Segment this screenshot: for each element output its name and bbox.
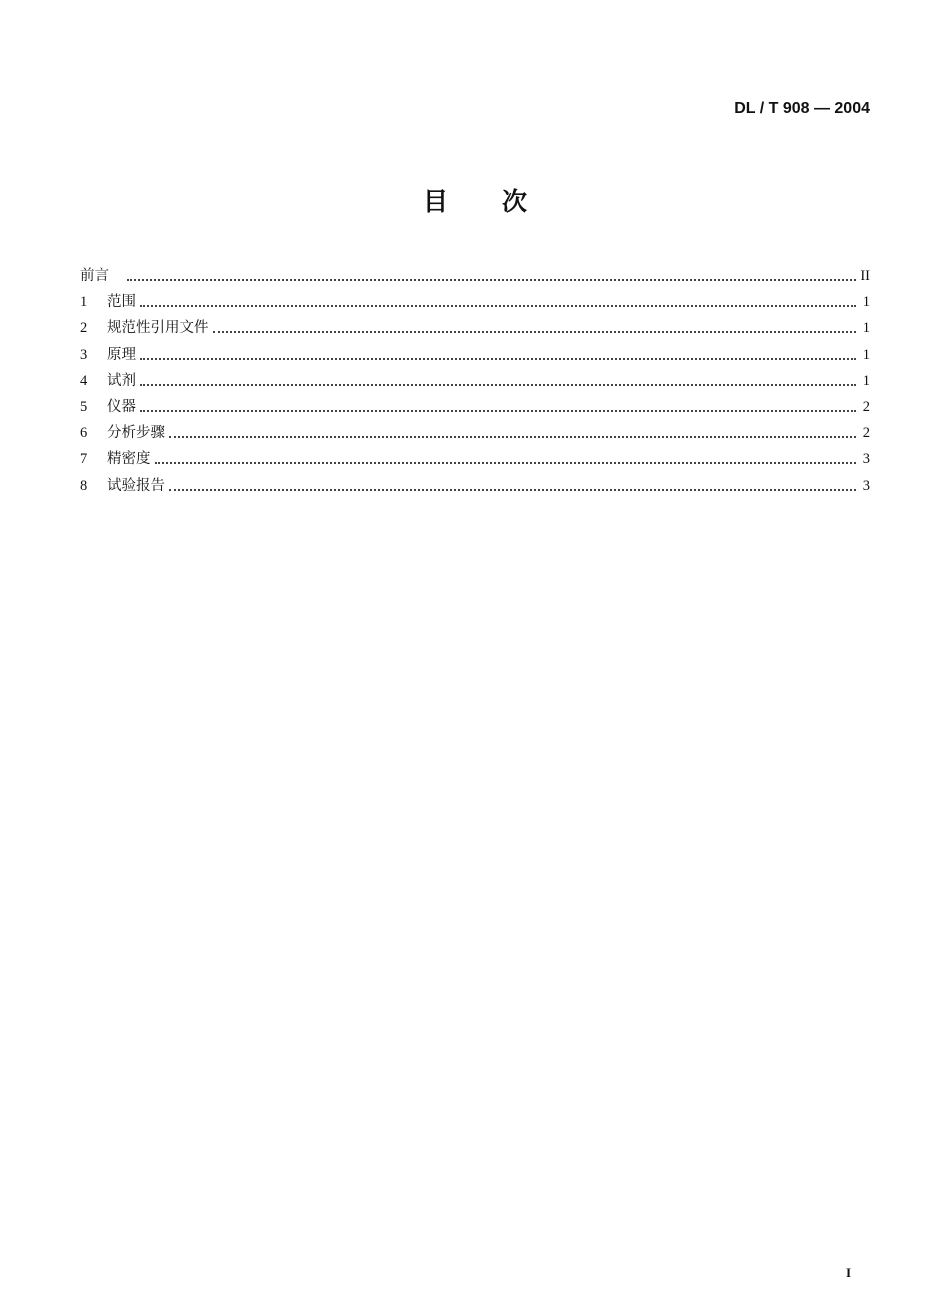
toc-page-number: 1	[862, 294, 870, 311]
page-number: I	[846, 1265, 852, 1280]
toc-label: 原理	[107, 346, 136, 363]
toc-section-number: 8	[80, 477, 88, 494]
toc-label: 范围	[107, 294, 136, 311]
toc-entry-preface[interactable]	[80, 263, 870, 289]
dot-leader	[140, 305, 856, 307]
dot-leader	[169, 436, 856, 438]
toc-section-number: 4	[80, 372, 88, 389]
toc-page-number: 1	[862, 346, 870, 363]
toc-entry-principle[interactable]	[80, 342, 870, 368]
toc-entry-test-report[interactable]	[80, 473, 870, 499]
toc-entry-reagents[interactable]	[80, 368, 870, 394]
toc-label: 试验报告	[107, 477, 165, 494]
toc-entry-analysis-procedure[interactable]	[80, 420, 870, 446]
toc-section-number: 2	[80, 320, 88, 337]
toc-section-number: 7	[80, 451, 88, 468]
toc-label: 试剂	[107, 372, 136, 389]
toc-label: 仪器	[107, 398, 136, 415]
toc-section-number: 6	[80, 425, 88, 442]
toc-page-number: 3	[862, 451, 870, 468]
standard-code: DL / T 908 — 2004	[734, 100, 870, 117]
dot-leader	[127, 279, 856, 281]
dot-leader	[169, 489, 856, 491]
dot-leader	[213, 331, 857, 333]
toc-entry-apparatus[interactable]	[80, 394, 870, 420]
toc-page-number: 1	[862, 320, 870, 337]
toc-page-number: 3	[862, 477, 870, 494]
toc-section-number: 3	[80, 346, 88, 363]
toc-page-number: II	[860, 268, 870, 284]
table-of-contents	[80, 263, 870, 499]
toc-label: 分析步骤	[107, 425, 165, 442]
toc-entry-normative-references[interactable]	[80, 315, 870, 341]
toc-entry-scope[interactable]	[80, 289, 870, 315]
toc-page-number: 2	[862, 398, 870, 415]
dot-leader	[140, 410, 856, 412]
toc-section-number: 1	[80, 294, 88, 311]
toc-entry-precision[interactable]	[80, 446, 870, 472]
toc-label: 前言	[80, 268, 109, 284]
dot-leader	[140, 384, 856, 386]
dot-leader	[155, 462, 857, 464]
dot-leader	[140, 358, 856, 360]
toc-page-number: 1	[862, 372, 870, 389]
toc-section-number: 5	[80, 398, 88, 415]
toc-page-number: 2	[862, 425, 870, 442]
toc-label: 规范性引用文件	[107, 320, 209, 337]
page-title: 目次	[422, 187, 581, 216]
toc-label: 精密度	[107, 451, 151, 468]
